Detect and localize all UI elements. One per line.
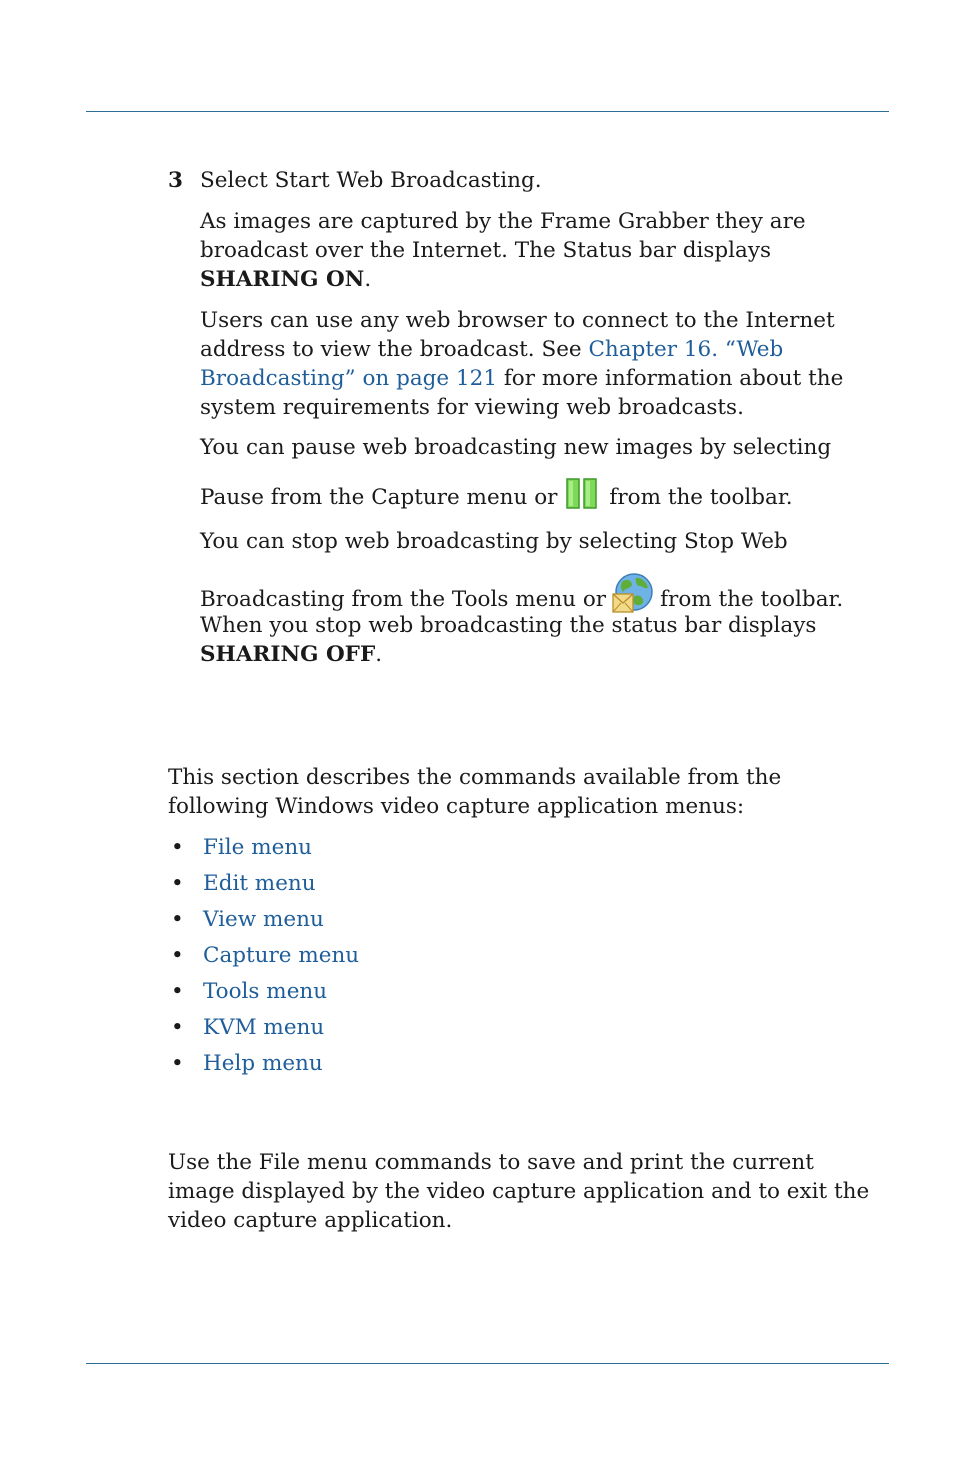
edit-menu-link[interactable]: Edit menu (203, 871, 316, 896)
step-number: 3 (168, 168, 183, 193)
bullet: • (171, 907, 184, 932)
footer-rule (86, 1363, 889, 1364)
bullet: • (171, 835, 184, 860)
paragraph-capture-broadcast (200, 207, 880, 294)
section-intro: This section describes the commands available from the following Windows video capture application menus: (168, 765, 782, 819)
pause-text-before: Pause from the Capture menu or (200, 485, 558, 510)
paragraph-end: . (375, 642, 383, 667)
status-sharing-off: SHARING OFF (200, 642, 376, 667)
paragraph-text: Users can use any web browser to connect to the Internet address to view the broadcast. See (200, 308, 835, 362)
paragraph-end: . (364, 267, 372, 292)
bullet: • (171, 1015, 184, 1040)
bullet: • (171, 871, 184, 896)
tools-menu-link[interactable]: Tools menu (203, 979, 328, 1004)
bullet: • (171, 943, 184, 968)
pause-icon (565, 478, 599, 510)
stop-text-after: from the toolbar. (660, 587, 844, 612)
kvm-menu-link[interactable]: KVM menu (203, 1015, 325, 1040)
paragraph-pause-line1: You can pause web broadcasting new images by selecting (200, 435, 832, 460)
paragraph-stop-line3 (200, 611, 880, 669)
paragraph-pause-line2 (200, 482, 880, 514)
status-sharing-on: SHARING ON (200, 267, 365, 292)
step-title: Select Start Web Broadcasting. (200, 168, 542, 193)
stop-status-text: When you stop web broadcasting the status bar displays (200, 613, 817, 638)
stop-text-before: Broadcasting from the Tools menu or (200, 587, 607, 612)
file-menu-link[interactable]: File menu (203, 835, 313, 860)
capture-menu-link[interactable]: Capture menu (203, 943, 360, 968)
view-menu-link[interactable]: View menu (203, 907, 324, 932)
globe-broadcast-icon (610, 572, 654, 616)
paragraph-text-after: for more information about the system requirements for viewing web broadcasts. (200, 366, 844, 420)
chapter-16-link[interactable]: Chapter 16. “Web Broadcasting” on page 121 (200, 337, 784, 391)
paragraph-stop-line1: You can stop web broadcasting by selecting Stop Web (200, 529, 788, 554)
paragraph-text: As images are captured by the Frame Grabber they are broadcast over the Internet. The Status bar displays (200, 209, 806, 263)
paragraph-browser-info (200, 306, 880, 422)
bullet: • (171, 979, 184, 1004)
help-menu-link[interactable]: Help menu (203, 1051, 323, 1076)
bullet: • (171, 1051, 184, 1076)
pause-text-after: from the toolbar. (609, 485, 793, 510)
header-rule (86, 111, 889, 112)
file-menu-intro: Use the File menu commands to save and print the current image displayed by the video capture application and to exit the video capture application. (168, 1150, 870, 1233)
